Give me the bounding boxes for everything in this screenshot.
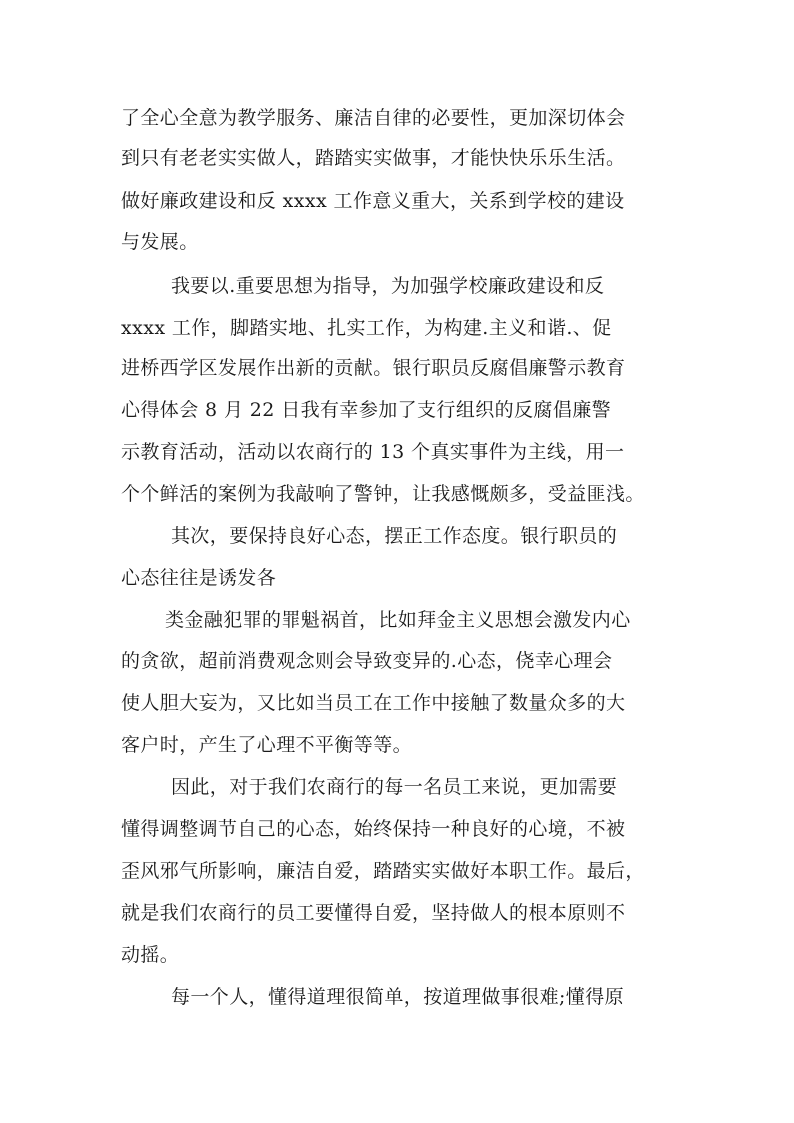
text-line-17: 因此，对于我们农商行的每一名员工来说，更加需要: [171, 776, 618, 798]
text-line-12: 心态往往是诱发各: [121, 567, 277, 589]
text-line-5: 我要以.重要思想为指导，为加强学校廉政建设和反: [171, 275, 605, 297]
text-line-21: 动摇。: [121, 944, 180, 966]
text-line-22: 每一个人，懂得道理很简单，按道理做事很难;懂得原: [171, 986, 625, 1008]
text-line-7: 进桥西学区发展作出新的贡献。银行职员反腐倡廉警示教育: [121, 357, 626, 379]
text-line-20: 就是我们农商行的员工要懂得自爱，坚持做人的根本原则不: [121, 902, 626, 924]
text-line-13: 类金融犯罪的罪魁祸首，比如拜金主义思想会激发内心: [165, 609, 631, 631]
text-line-4: 与发展。: [121, 231, 199, 253]
text-line-1: 了全心全意为教学服务、廉洁自律的必要性，更加深切体会: [121, 107, 626, 129]
text-line-18: 懂得调整调节自己的心态，始终保持一种良好的心境，不被: [121, 818, 626, 840]
text-line-8: 心得体会 8 月 22 日我有幸参加了支行组织的反腐倡廉警: [121, 399, 612, 421]
text-line-9: 示教育活动，活动以农商行的 13 个真实事件为主线，用一: [121, 441, 625, 463]
text-line-6: xxxx 工作，脚踏实地、扎实工作，为构建.主义和谐.、促: [121, 317, 612, 339]
text-line-19: 歪风邪气所影响，廉洁自爱，踏踏实实做好本职工作。最后，: [121, 860, 645, 882]
text-line-11: 其次，要保持良好心态，摆正工作态度。银行职员的: [171, 525, 618, 547]
text-line-3: 做好廉政建设和反 xxxx 工作意义重大，关系到学校的建设: [121, 190, 625, 212]
text-line-15: 使人胆大妄为，又比如当员工在工作中接触了数量众多的大: [121, 692, 626, 714]
text-line-2: 到只有老老实实做人，踏踏实实做事，才能快快乐乐生活。: [121, 147, 626, 169]
text-line-10: 个个鲜活的案例为我敲响了警钟，让我感慨颇多，受益匪浅。: [121, 483, 645, 505]
text-line-14: 的贪欲，超前消费观念则会导致变异的.心态，侥幸心理会: [121, 650, 613, 672]
text-line-16: 客户时，产生了心理不平衡等等。: [121, 734, 413, 756]
